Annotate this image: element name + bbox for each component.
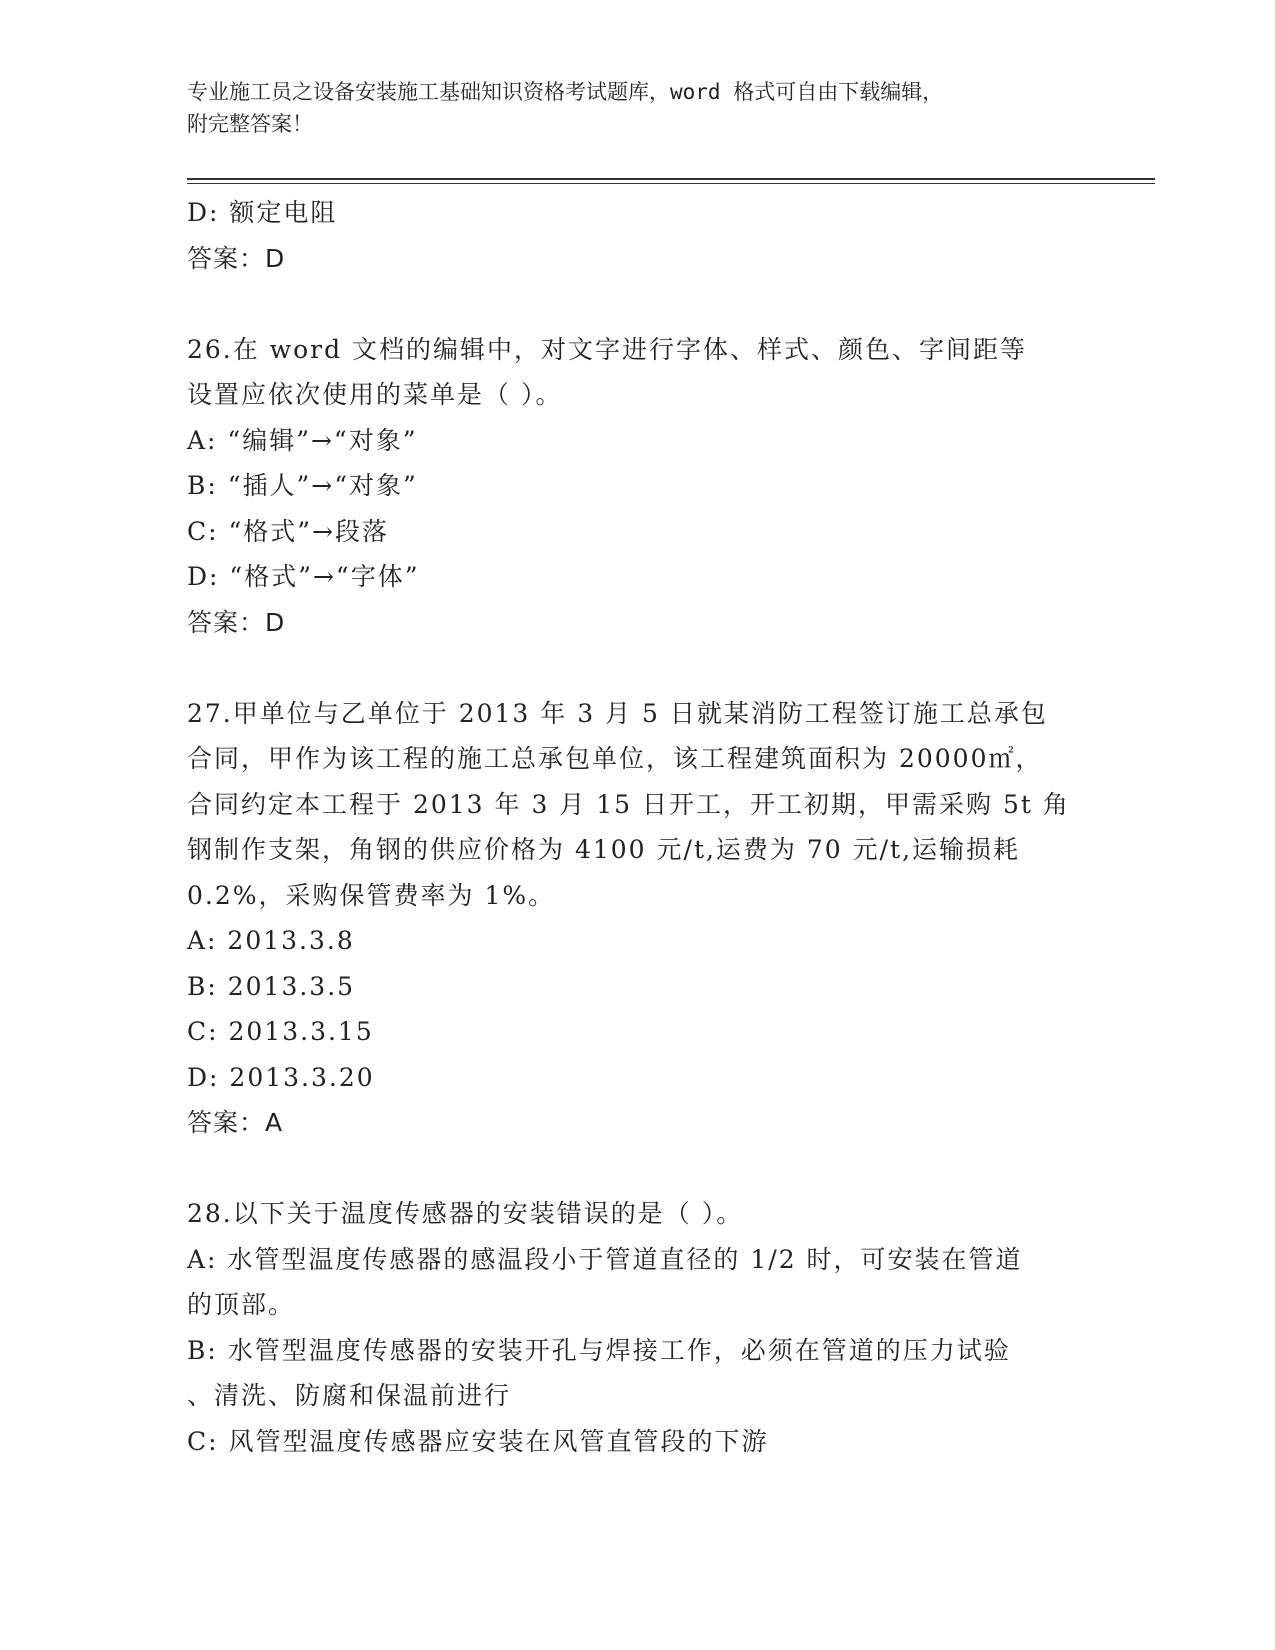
block-spacer bbox=[187, 281, 1087, 327]
option-line: B: 2013.3.5 bbox=[187, 971, 356, 1001]
question-line: 合同约定本工程于 2013 年 3 月 15 日开工，开工初期，甲需采购 5t 角 bbox=[187, 789, 1070, 819]
header-rule-thin bbox=[187, 183, 1155, 184]
option-line: A: 水管型温度传感器的感温段小于管道直径的 1/2 时，可安装在管道 bbox=[187, 1244, 1023, 1274]
question-list bbox=[187, 190, 1087, 1464]
header-rule-thick bbox=[187, 178, 1155, 180]
option-line: C: “格式”→段落 bbox=[187, 516, 390, 546]
option-line: D: “格式”→“字体” bbox=[187, 562, 420, 591]
question-line: 26.在 word 文档的编辑中，对文字进行字体、样式、颜色、字间距等 bbox=[187, 334, 1028, 364]
question-line: 设置应依次使用的菜单是（ ）。 bbox=[187, 380, 563, 409]
answer-line: 答案：A bbox=[187, 1108, 284, 1137]
option-line: B: 水管型温度传感器的安装开孔与焊接工作，必须在管道的压力试验 bbox=[187, 1335, 1011, 1365]
page-header bbox=[187, 76, 1087, 140]
option-line: C: 2013.3.15 bbox=[187, 1017, 374, 1046]
block-spacer bbox=[187, 1146, 1087, 1192]
option-line: C: 风管型温度传感器应安装在风管直管段的下游 bbox=[187, 1426, 769, 1456]
option-line: 、清洗、防腐和保温前进行 bbox=[187, 1381, 512, 1410]
option-line: A: 2013.3.8 bbox=[187, 926, 355, 955]
option-line: A: “编辑”→“对象” bbox=[187, 425, 418, 455]
question-line: 28.以下关于温度传感器的安装错误的是（ ）。 bbox=[187, 1199, 744, 1228]
block-spacer bbox=[187, 645, 1087, 691]
header-title-line-2: 附完整答案！ bbox=[187, 112, 313, 136]
question-line: 钢制作支架，角钢的供应价格为 4100 元/t,运费为 70 元/t,运输损耗 bbox=[187, 835, 1021, 864]
option-line: B: “插人”→“对象” bbox=[187, 471, 418, 500]
question-line: 合同，甲作为该工程的施工总承包单位，该工程建筑面积为 20000㎡， bbox=[187, 744, 1043, 773]
question-line: 27.甲单位与乙单位于 2013 年 3 月 5 日就某消防工程签订施工总承包 bbox=[187, 698, 1048, 728]
question-line: 0.2%，采购保管费率为 1%。 bbox=[187, 880, 556, 910]
option-line: 的顶部。 bbox=[187, 1290, 296, 1319]
answer-line: 答案：D bbox=[187, 243, 286, 273]
option-line: D: 额定电阻 bbox=[187, 198, 338, 227]
option-line: D: 2013.3.20 bbox=[187, 1062, 375, 1092]
header-title-line-1: 专业施工员之设备安装施工基础知识资格考试题库，word 格式可自由下载编辑， bbox=[187, 80, 944, 104]
answer-line: 答案：D bbox=[187, 607, 286, 637]
